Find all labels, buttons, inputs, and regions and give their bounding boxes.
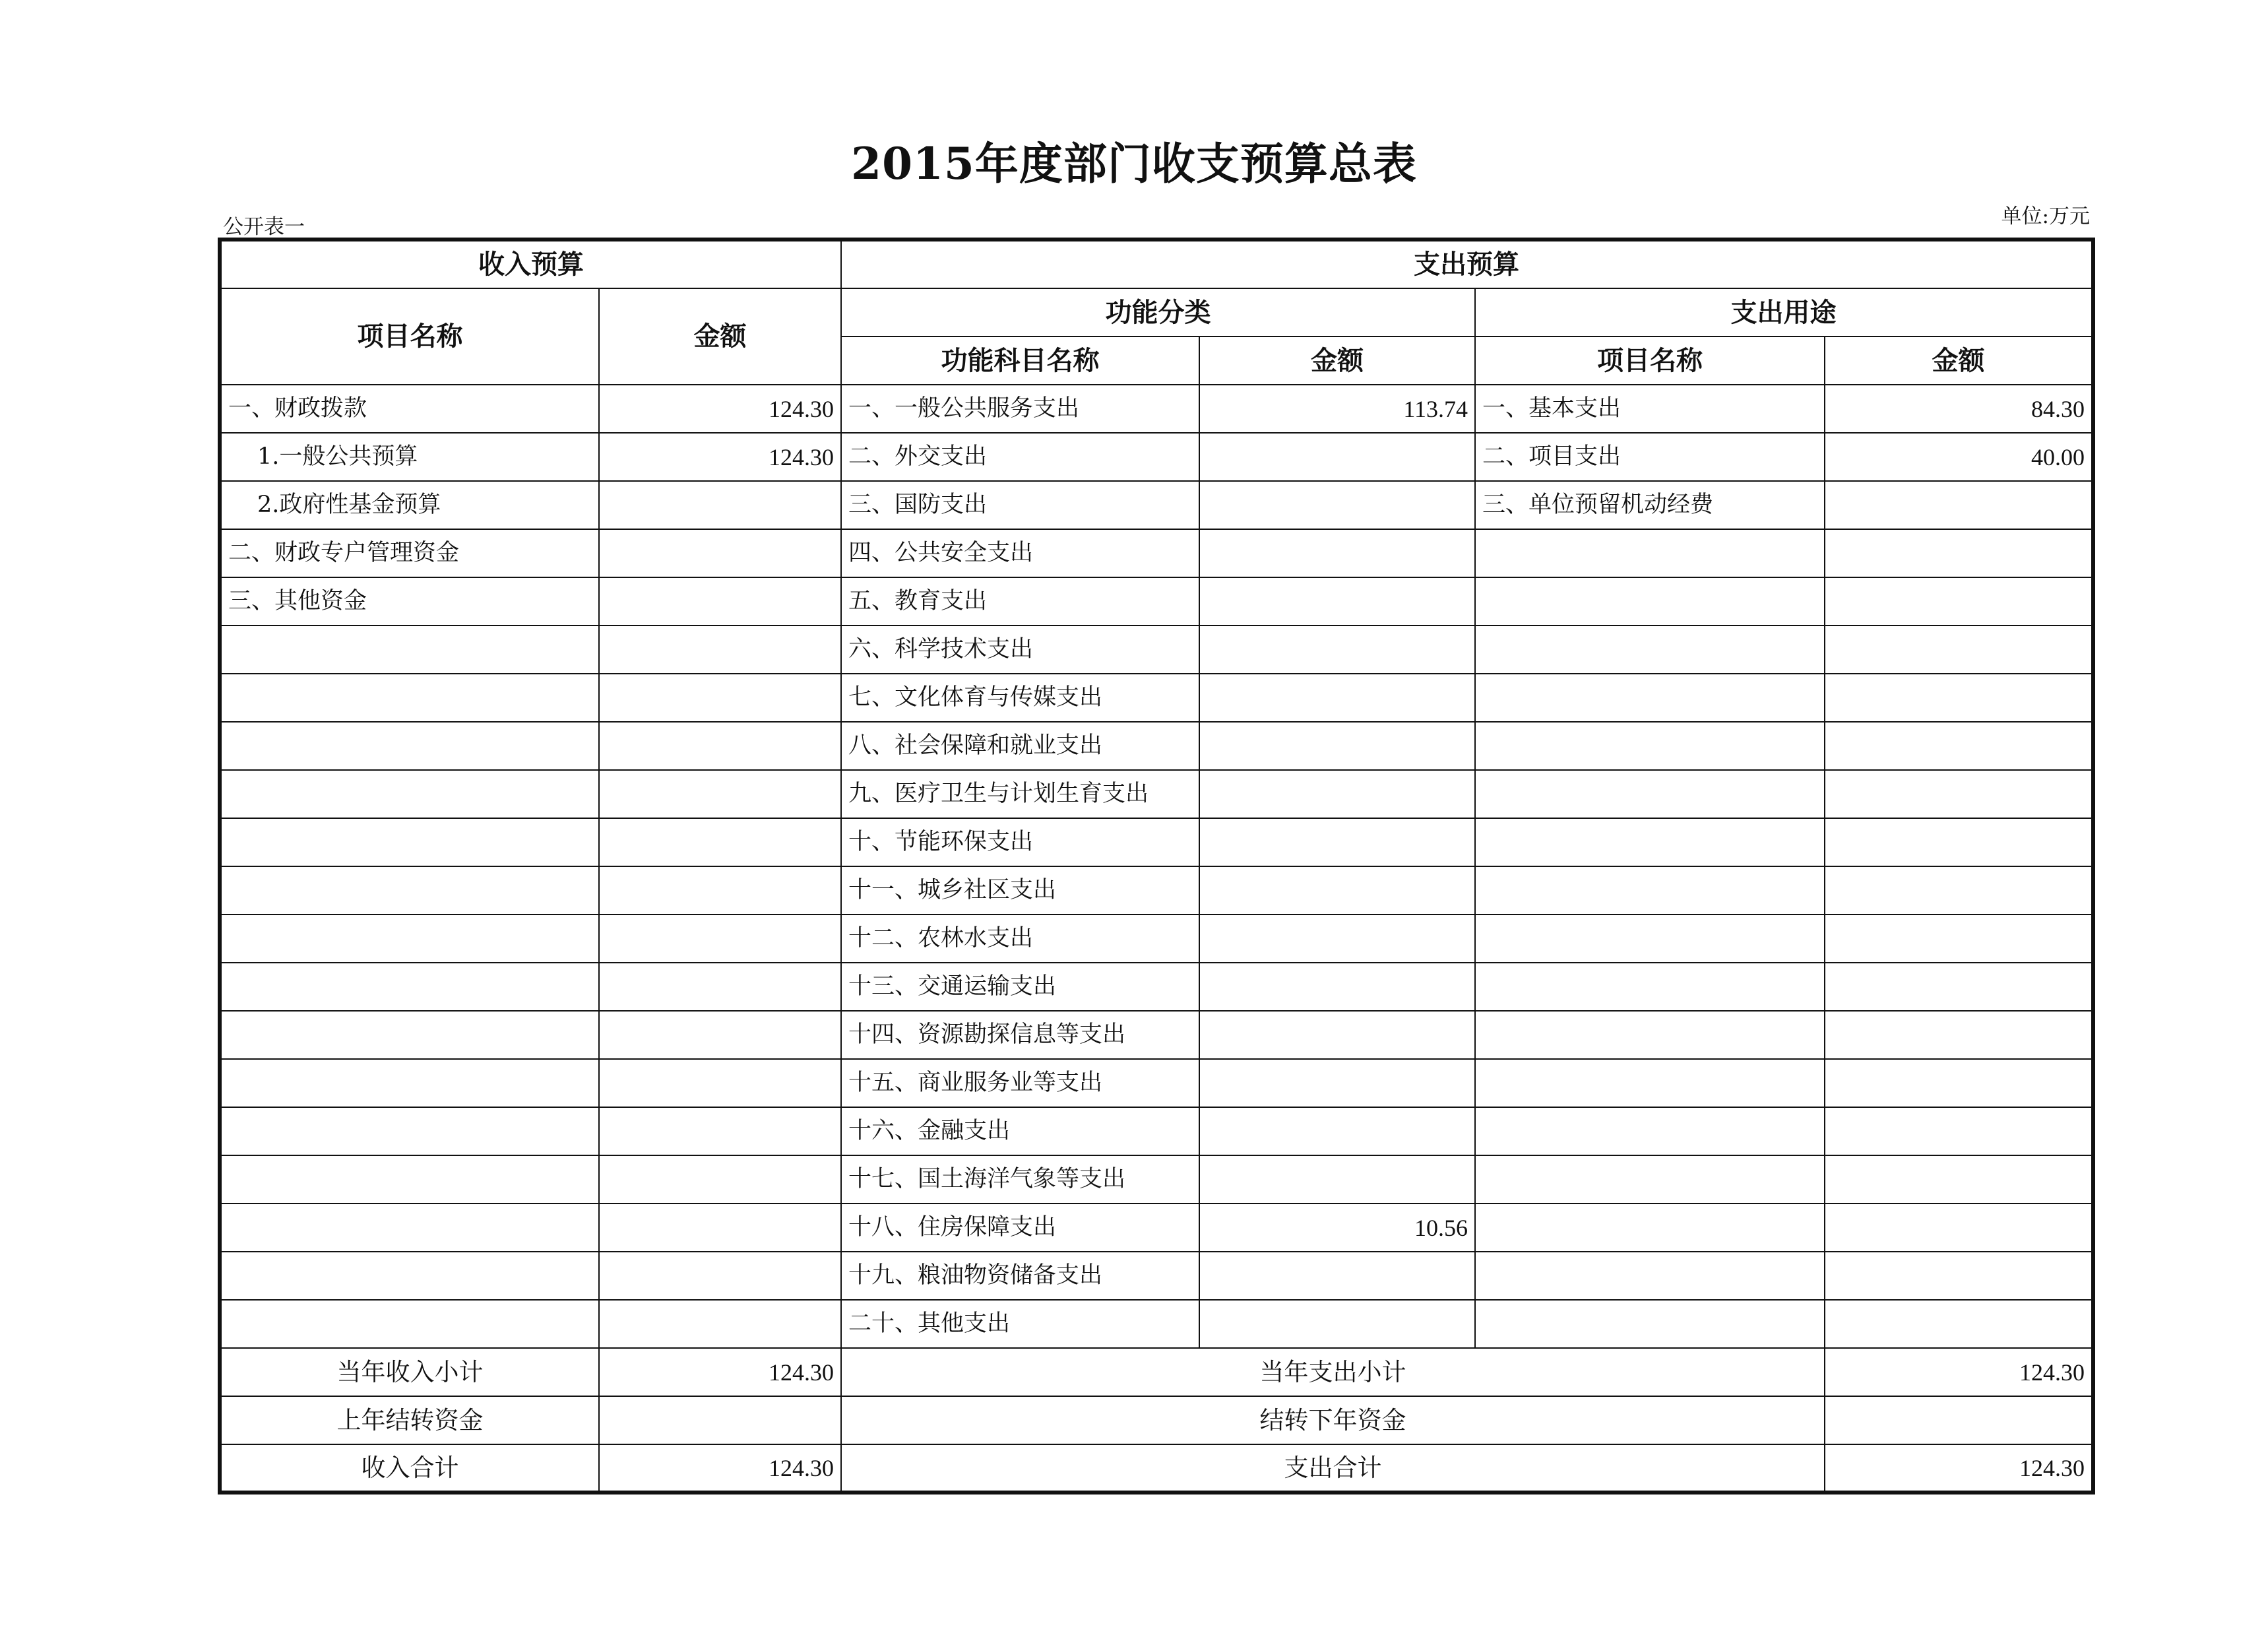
- table-row: [220, 674, 2093, 722]
- summary-expense-label: 当年支出小计: [841, 1348, 1825, 1396]
- function-amount-cell: [1199, 915, 1475, 963]
- function-amount-cell: [1199, 1252, 1475, 1300]
- use-amount-cell: [1825, 963, 2093, 1011]
- use-name-cell: [1475, 1011, 1825, 1059]
- income-amount-cell: [599, 1059, 841, 1107]
- function-amount-cell: [1199, 626, 1475, 674]
- summary-income-amount: [599, 1396, 841, 1444]
- use-name-cell: 二、项目支出: [1475, 433, 1825, 481]
- income-amount-cell: [599, 770, 841, 818]
- income-item-name-header: 项目名称: [220, 288, 599, 385]
- form-code: 公开表一: [223, 215, 305, 239]
- use-amount-cell: [1825, 915, 2093, 963]
- table-row: [220, 963, 2093, 1011]
- income-name-cell: 三、其他资金: [220, 577, 599, 626]
- income-amount-cell: [599, 818, 841, 866]
- function-name-cell: 八、社会保障和就业支出: [841, 722, 1199, 770]
- function-name-cell: 五、教育支出: [841, 577, 1199, 626]
- function-amount-cell: [1199, 433, 1475, 481]
- use-name-cell: [1475, 722, 1825, 770]
- table-row: [220, 1059, 2093, 1107]
- income-amount-cell: [599, 1204, 841, 1252]
- summary-income-label: 上年结转资金: [220, 1396, 599, 1444]
- function-class-header: 功能分类: [841, 288, 1475, 337]
- table-row: [220, 1204, 2093, 1252]
- function-amount-cell: [1199, 1155, 1475, 1204]
- use-amount-cell: [1825, 529, 2093, 577]
- summary-expense-label: 结转下年资金: [841, 1396, 1825, 1444]
- income-name-cell: 二、财政专户管理资金: [220, 529, 599, 577]
- function-amount-cell: [1199, 1011, 1475, 1059]
- income-amount-cell: [599, 915, 841, 963]
- table-row: [220, 866, 2093, 915]
- income-amount-cell: [599, 1300, 841, 1348]
- use-amount-cell: [1825, 1107, 2093, 1155]
- income-name-cell: [220, 1011, 599, 1059]
- income-amount-cell: [599, 481, 841, 529]
- function-amount-cell: 10.56: [1199, 1204, 1475, 1252]
- table-row: [220, 626, 2093, 674]
- income-name-cell: [220, 963, 599, 1011]
- use-amount-cell: [1825, 818, 2093, 866]
- budget-table: [218, 238, 2095, 1494]
- income-amount-cell: [599, 1107, 841, 1155]
- summary-expense-amount: [1825, 1396, 2093, 1444]
- use-amount-cell: [1825, 1155, 2093, 1204]
- summary-income-label: 收入合计: [220, 1444, 599, 1493]
- function-name-cell: 十九、粮油物资储备支出: [841, 1252, 1199, 1300]
- income-amount-header: 金额: [599, 288, 841, 385]
- function-amount-cell: [1199, 674, 1475, 722]
- use-name-cell: [1475, 1059, 1825, 1107]
- income-name-cell: [220, 674, 599, 722]
- function-amount-cell: [1199, 481, 1475, 529]
- income-amount-cell: [599, 626, 841, 674]
- function-name-cell: 九、医疗卫生与计划生育支出: [841, 770, 1199, 818]
- income-name-cell: [220, 626, 599, 674]
- summary-income-amount: 124.30: [599, 1348, 841, 1396]
- use-amount-cell: [1825, 626, 2093, 674]
- table-row: [220, 1155, 2093, 1204]
- use-name-cell: [1475, 1107, 1825, 1155]
- page-title: 2015年度部门收支预算总表: [851, 138, 1417, 189]
- income-name-cell: [220, 915, 599, 963]
- use-amount-cell: [1825, 1011, 2093, 1059]
- use-amount-cell: [1825, 1059, 2093, 1107]
- function-amount-cell: [1199, 963, 1475, 1011]
- function-name-cell: 七、文化体育与传媒支出: [841, 674, 1199, 722]
- function-name-cell: 十六、金融支出: [841, 1107, 1199, 1155]
- table-row: [220, 1011, 2093, 1059]
- use-name-cell: [1475, 963, 1825, 1011]
- table-row: [220, 577, 2093, 626]
- income-budget-header: 收入预算: [220, 240, 841, 288]
- function-name-cell: 十三、交通运输支出: [841, 963, 1199, 1011]
- function-name-cell: 六、科学技术支出: [841, 626, 1199, 674]
- use-name-cell: [1475, 529, 1825, 577]
- function-name-cell: 十四、资源勘探信息等支出: [841, 1011, 1199, 1059]
- function-name-cell: 一、一般公共服务支出: [841, 385, 1199, 433]
- table-row: [220, 529, 2093, 577]
- function-name-cell: 十八、住房保障支出: [841, 1204, 1199, 1252]
- use-amount-cell: [1825, 722, 2093, 770]
- income-amount-cell: [599, 866, 841, 915]
- income-amount-cell: [599, 577, 841, 626]
- income-amount-cell: [599, 1155, 841, 1204]
- expense-use-header: 支出用途: [1475, 288, 2093, 337]
- use-name-cell: [1475, 1300, 1825, 1348]
- unit-label: 单位:万元: [2001, 205, 2090, 228]
- use-name-cell: [1475, 1155, 1825, 1204]
- summary-income-label: 当年收入小计: [220, 1348, 599, 1396]
- function-name-cell: 十七、国土海洋气象等支出: [841, 1155, 1199, 1204]
- income-name-cell: [220, 722, 599, 770]
- use-name-cell: 一、基本支出: [1475, 385, 1825, 433]
- income-amount-cell: [599, 963, 841, 1011]
- summary-expense-amount: 124.30: [1825, 1444, 2093, 1493]
- income-name-cell: [220, 1107, 599, 1155]
- expense-budget-header: 支出预算: [841, 240, 2093, 288]
- use-amount-cell: [1825, 674, 2093, 722]
- table-row: [220, 1300, 2093, 1348]
- income-amount-cell: [599, 1011, 841, 1059]
- income-amount-cell: [599, 1252, 841, 1300]
- income-name-cell: 2.政府性基金预算: [220, 481, 599, 529]
- function-subject-name-header: 功能科目名称: [841, 337, 1199, 385]
- income-amount-cell: 124.30: [599, 385, 841, 433]
- use-name-cell: [1475, 1252, 1825, 1300]
- table-row: [220, 385, 2093, 433]
- function-amount-cell: [1199, 1059, 1475, 1107]
- income-amount-cell: [599, 529, 841, 577]
- use-name-cell: [1475, 1204, 1825, 1252]
- summary-row: [220, 1348, 2093, 1396]
- summary-row: [220, 1444, 2093, 1493]
- function-amount-cell: [1199, 770, 1475, 818]
- function-amount-cell: 113.74: [1199, 385, 1475, 433]
- use-amount-cell: [1825, 770, 2093, 818]
- income-name-cell: 一、财政拨款: [220, 385, 599, 433]
- income-name-cell: [220, 1300, 599, 1348]
- function-amount-cell: [1199, 818, 1475, 866]
- summary-expense-amount: 124.30: [1825, 1348, 2093, 1396]
- summary-row: [220, 1396, 2093, 1444]
- use-amount-cell: [1825, 577, 2093, 626]
- use-item-name-header: 项目名称: [1475, 337, 1825, 385]
- income-amount-cell: [599, 722, 841, 770]
- function-amount-header: 金额: [1199, 337, 1475, 385]
- use-name-cell: [1475, 626, 1825, 674]
- use-name-cell: [1475, 915, 1825, 963]
- income-name-cell: [220, 1204, 599, 1252]
- function-name-cell: 十二、农林水支出: [841, 915, 1199, 963]
- function-amount-cell: [1199, 1300, 1475, 1348]
- income-name-cell: 1.一般公共预算: [220, 433, 599, 481]
- use-name-cell: [1475, 577, 1825, 626]
- table-row: [220, 915, 2093, 963]
- function-amount-cell: [1199, 529, 1475, 577]
- use-name-cell: [1475, 770, 1825, 818]
- income-name-cell: [220, 1252, 599, 1300]
- table-row: [220, 1107, 2093, 1155]
- income-name-cell: [220, 1059, 599, 1107]
- function-name-cell: 二十、其他支出: [841, 1300, 1199, 1348]
- function-amount-cell: [1199, 866, 1475, 915]
- table-row: [220, 770, 2093, 818]
- income-amount-cell: 124.30: [599, 433, 841, 481]
- function-amount-cell: [1199, 577, 1475, 626]
- use-name-cell: 三、单位预留机动经费: [1475, 481, 1825, 529]
- function-name-cell: 二、外交支出: [841, 433, 1199, 481]
- income-name-cell: [220, 818, 599, 866]
- table-row: [220, 1252, 2093, 1300]
- table-row: [220, 481, 2093, 529]
- function-name-cell: 十一、城乡社区支出: [841, 866, 1199, 915]
- summary-income-amount: 124.30: [599, 1444, 841, 1493]
- use-name-cell: [1475, 674, 1825, 722]
- use-name-cell: [1475, 866, 1825, 915]
- table-row: [220, 722, 2093, 770]
- income-name-cell: [220, 1155, 599, 1204]
- use-amount-cell: 40.00: [1825, 433, 2093, 481]
- use-amount-cell: [1825, 1252, 2093, 1300]
- use-name-cell: [1475, 818, 1825, 866]
- function-name-cell: 十、节能环保支出: [841, 818, 1199, 866]
- use-amount-cell: 84.30: [1825, 385, 2093, 433]
- use-amount-cell: [1825, 1204, 2093, 1252]
- function-name-cell: 四、公共安全支出: [841, 529, 1199, 577]
- function-name-cell: 三、国防支出: [841, 481, 1199, 529]
- table-row: [220, 818, 2093, 866]
- function-name-cell: 十五、商业服务业等支出: [841, 1059, 1199, 1107]
- use-amount-cell: [1825, 481, 2093, 529]
- use-amount-header: 金额: [1825, 337, 2093, 385]
- table-row: [220, 433, 2093, 481]
- function-amount-cell: [1199, 1107, 1475, 1155]
- income-amount-cell: [599, 674, 841, 722]
- use-amount-cell: [1825, 1300, 2093, 1348]
- summary-expense-label: 支出合计: [841, 1444, 1825, 1493]
- function-amount-cell: [1199, 722, 1475, 770]
- income-name-cell: [220, 770, 599, 818]
- income-name-cell: [220, 866, 599, 915]
- use-amount-cell: [1825, 866, 2093, 915]
